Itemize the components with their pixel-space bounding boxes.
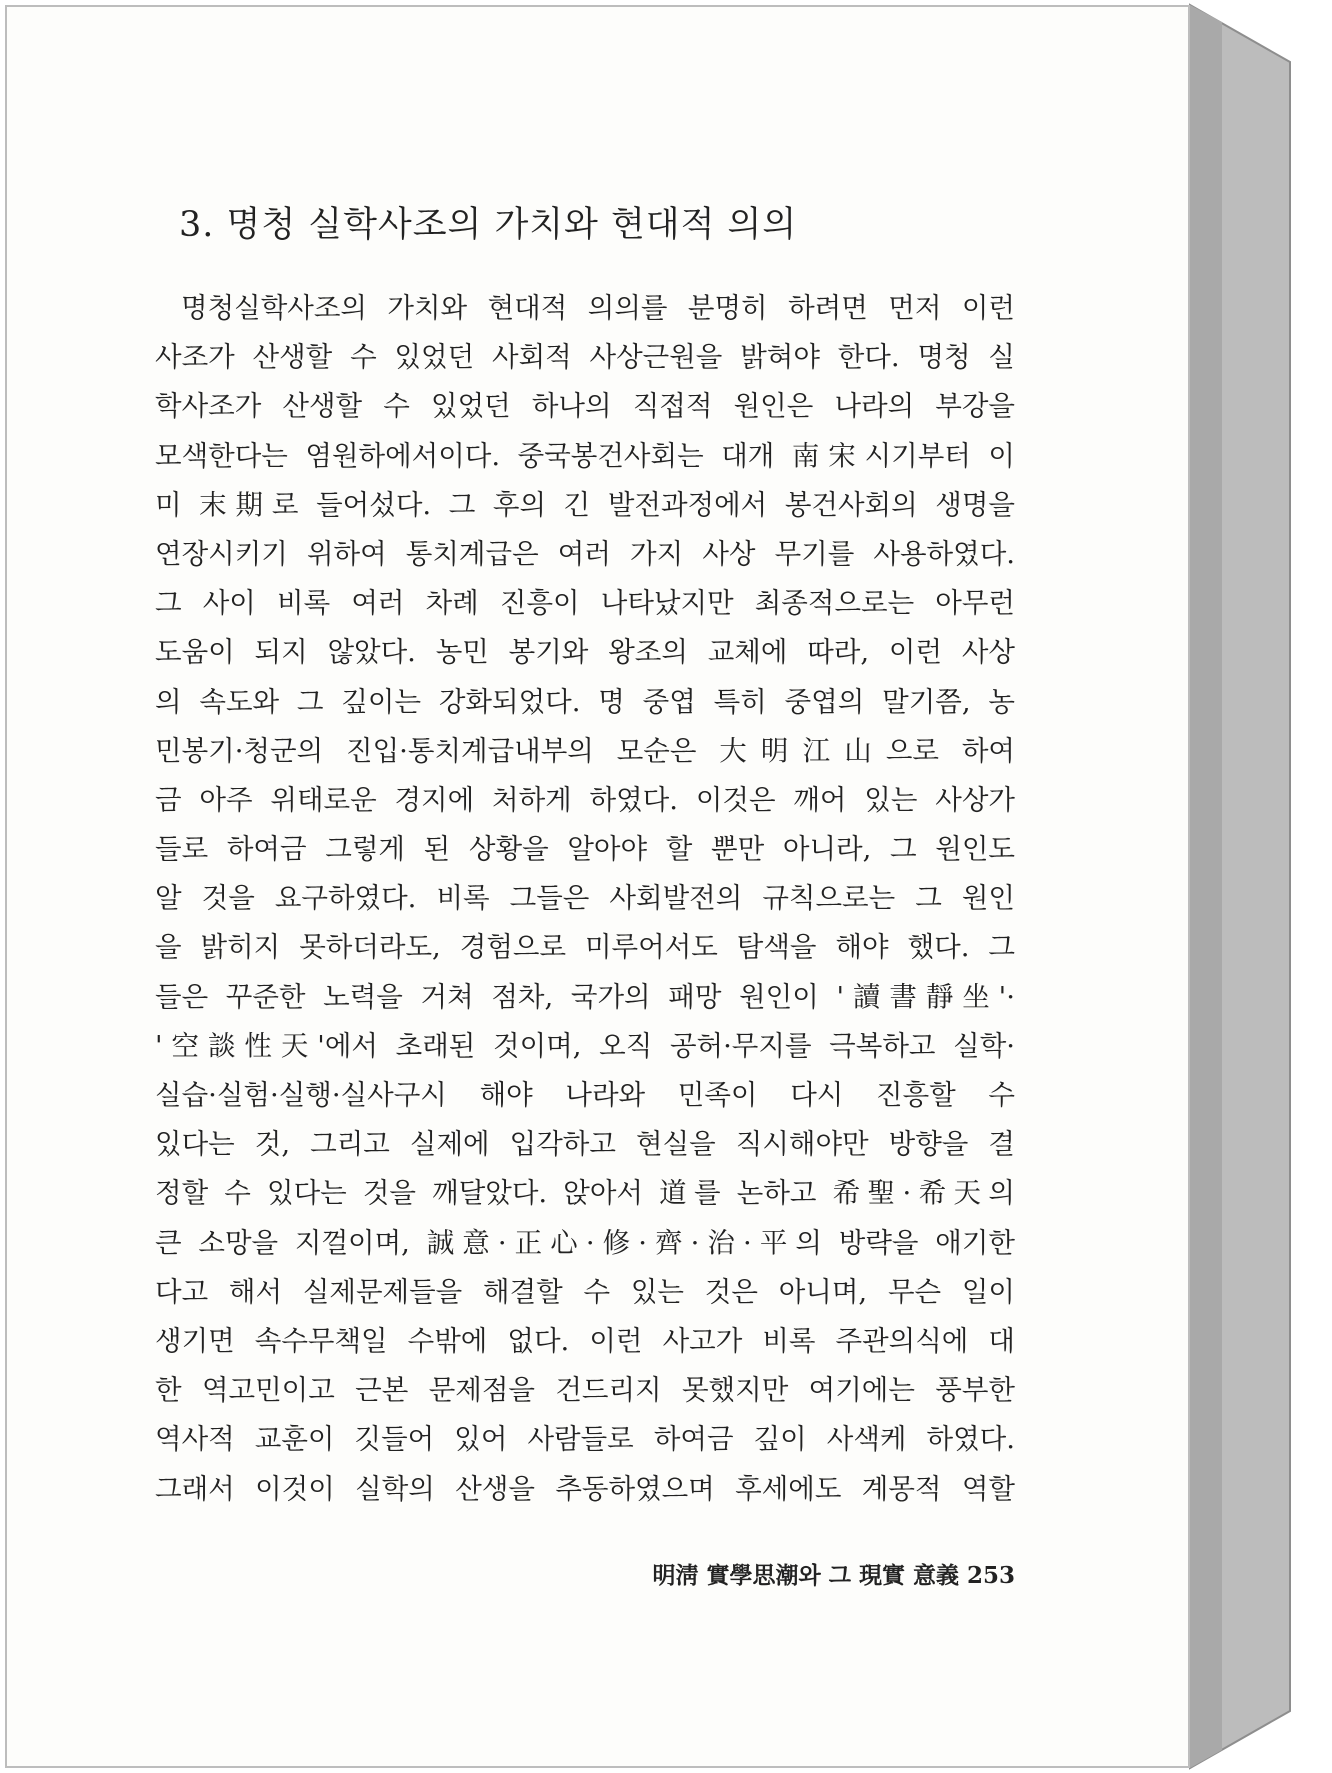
text-line: 사조가 산생할 수 있었던 사회적 사상근원을 밝혀야 한다. 명청 실 [155,341,1015,374]
text-line: 모색한다는 염원하에서이다. 중국봉건사회는 대개 南宋시기부터 이 [155,439,1015,472]
text-line: 큰 소망을 지껄이며, 誠意·正心·修·齊·治·平의 방략을 애기한 [155,1226,1015,1259]
text-line: 도움이 되지 않았다. 농민 봉기와 왕조의 교체에 따라, 이런 사상 [155,636,1015,669]
document-page [5,5,1190,1768]
text-line: 학사조가 산생할 수 있었던 하나의 직접적 원인은 나라의 부강을 [155,390,1015,423]
text-line: 생기면 속수무책일 수밖에 없다. 이런 사고가 비록 주관의식에 대 [155,1324,1015,1357]
text-line: 금 아주 위태로운 경지에 처하게 하였다. 이것은 깨어 있는 사상가 [155,783,1015,816]
text-line: 그래서 이것이 실학의 산생을 추동하였으며 후세에도 계몽적 역할 [155,1472,1015,1505]
section-heading: 3. 명청 실학사조의 가치와 현대적 의의 [179,205,798,245]
text-line: '空談性天'에서 초래된 것이며, 오직 공허·무지를 극복하고 실학· [155,1029,1015,1062]
text-line: 들은 꾸준한 노력을 거쳐 점차, 국가의 패망 원인이 '讀書靜坐'· [155,980,1015,1013]
text-line: 연장시키기 위하여 통치계급은 여러 가지 사상 무기를 사용하였다. [155,537,1015,570]
text-line: 그 사이 비록 여러 차례 진흥이 나타났지만 최종적으로는 아무런 [155,587,1015,620]
page-footer: 明淸 實學思潮와 그 現實 意義 253 [652,1562,1015,1589]
text-line: 실습·실험·실행·실사구시 해야 나라와 민족이 다시 진흥할 수 [155,1079,1015,1111]
text-line: 민봉기·청군의 진입·통치계급내부의 모순은 大明江山으로 하여 [155,734,1015,767]
book-side-shadow [1190,5,1222,1768]
text-line: 명청실학사조의 가치와 현대적 의의를 분명히 하려면 먼저 이런 [181,292,1015,324]
text-line: 들로 하여금 그렇게 된 상황을 알아야 할 뿐만 아니라, 그 원인도 [155,833,1015,866]
text-line: 한 역고민이고 근본 문제점을 건드리지 못했지만 여기에는 풍부한 [155,1374,1015,1407]
text-line: 있다는 것, 그리고 실제에 입각하고 현실을 직시해야만 방향을 결 [155,1128,1015,1161]
text-line: 을 밝히지 못하더라도, 경험으로 미루어서도 탐색을 해야 했다. 그 [155,931,1015,964]
text-line: 알 것을 요구하였다. 비록 그들은 사회발전의 규칙으로는 그 원인 [155,882,1015,915]
text-line: 정할 수 있다는 것을 깨달았다. 앉아서 道를 논하고 希聖·希天의 [155,1177,1015,1210]
body-paragraph [155,284,1015,1514]
text-line: 다고 해서 실제문제들을 해결할 수 있는 것은 아니며, 무슨 일이 [155,1275,1015,1308]
text-line: 미 末期로 들어섰다. 그 후의 긴 발전과정에서 봉건사회의 생명을 [155,488,1015,521]
text-line: 역사적 교훈이 깃들어 있어 사람들로 하여금 깊이 사색케 하였다. [155,1423,1015,1456]
text-line: 의 속도와 그 깊이는 강화되었다. 명 중엽 특히 중엽의 말기쯤, 농 [155,685,1015,718]
